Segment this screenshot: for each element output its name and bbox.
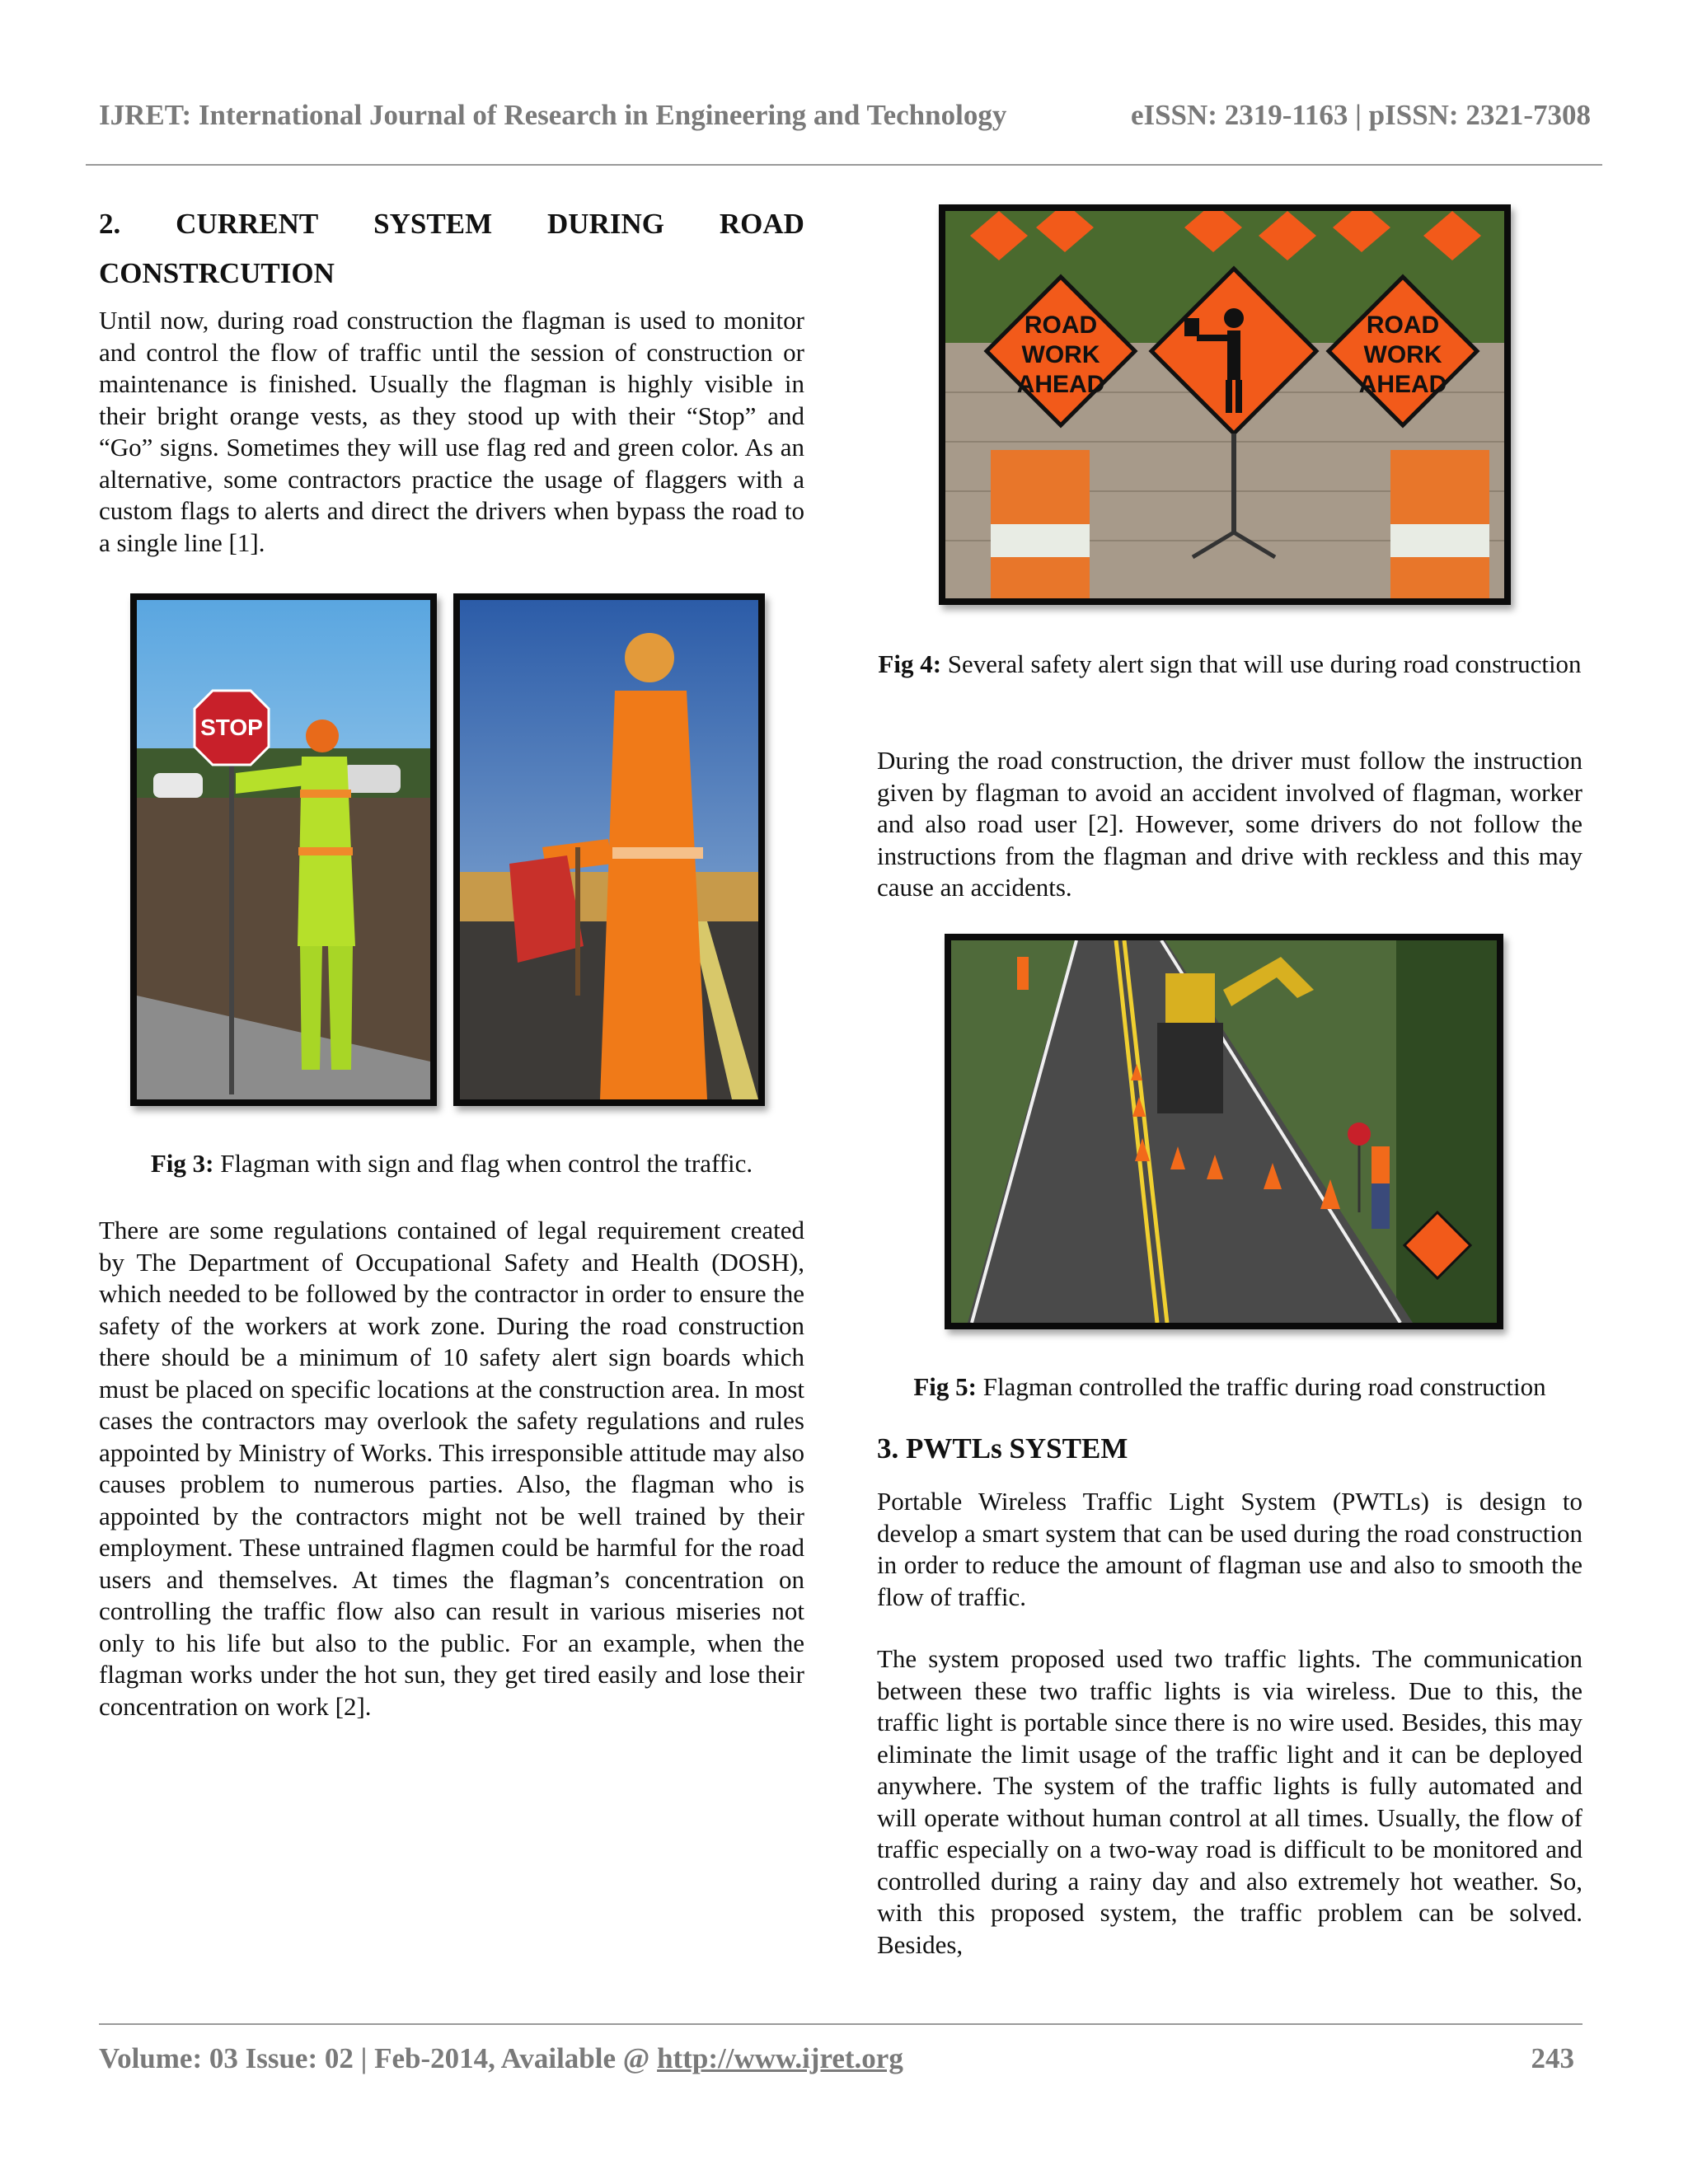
left-column <box>99 198 804 559</box>
stop-sign-text: STOP <box>200 715 263 740</box>
issn: eISSN: 2319-1163 | pISSN: 2321-7308 <box>1130 99 1591 131</box>
fig4-text: Several safety alert sign that will use during road construction <box>941 649 1582 678</box>
fig3-text: Flagman with sign and flag when control the traffic. <box>213 1149 753 1178</box>
section-3-paragraph-2: The system proposed used two traffic lights. The communication between these two traffic lights is via wireless. Due to this, the traffic light is portable since there is no wire used. Besides, this may eliminate the limit usage of the traffic light and it can be deployed anywhere. The system of the traffic lights is fully automated and will operate without human control at all times. Usually, the flow of traffic especially on a two-way road is difficult to be monitored and controlled during a rainy day and also extremely hot weather. So, with this proposed system, the traffic problem can be solved. Besides, <box>877 1644 1582 1959</box>
fig3-photo-stop-sign <box>130 593 437 1106</box>
sign-right-line2: WORK <box>1363 341 1442 368</box>
page-number: 243 <box>1531 2042 1574 2074</box>
fig4-caption <box>877 649 1582 681</box>
fig4-label: Fig 4: <box>878 649 942 678</box>
flagman-flag-illustration <box>460 600 758 1099</box>
sign-left-line2: WORK <box>1021 341 1100 368</box>
fig5-label: Fig 5: <box>913 1372 977 1401</box>
footer-volume-text: Volume: 03 Issue: 02 | Feb-2014, Available @ <box>99 2042 658 2074</box>
journal-title: IJRET: International Journal of Research in Engineering and Technology <box>99 99 1007 131</box>
footer-rule <box>99 2023 1582 2025</box>
section-2-heading <box>99 198 804 251</box>
heading-word: ROAD <box>719 208 804 240</box>
page-footer <box>99 2042 1574 2075</box>
sign-right-line3: AHEAD <box>1358 371 1447 398</box>
road-construction-illustration <box>951 940 1497 1323</box>
journal-url-link[interactable]: http://www.ijret.org <box>657 2042 903 2074</box>
section-2-paragraph-1: Until now, during road construction the flagman is used to monitor and control the flow of traffic until the session of construction or maintenance is finished. Usually the flagman is highly visible in their bright orange vests, as they stood up with their “Stop” and “Go” signs. Sometimes they will use flag red and green color. As an alternative, some contractors practice the usage of flaggers with a custom flags to alerts and direct the drivers when bypass the road to a single line [1]. <box>99 306 804 557</box>
fig3-caption <box>99 1148 804 1180</box>
fig5-caption <box>877 1371 1582 1404</box>
footer-volume <box>99 2042 903 2075</box>
heading-word: DURING <box>547 208 664 240</box>
heading-word: SYSTEM <box>373 208 493 240</box>
right-paragraph-1: During the road construction, the driver must follow the instruction given by flagman to avoid an accident involved of flagman, worker and also road user [2]. However, some drivers do not follow the instructions from the flagman and drive with reckless and this may cause an accidents. <box>877 746 1582 902</box>
sign-right-line1: ROAD <box>1366 312 1440 339</box>
fig5-photo-road <box>945 934 1503 1329</box>
flagman-stop-illustration <box>137 600 430 1099</box>
fig5-text: Flagman controlled the traffic during road construction <box>976 1372 1546 1401</box>
fig4-photo-signs <box>939 204 1511 605</box>
heading-word: CURRENT <box>176 208 319 240</box>
safety-signs-illustration <box>945 211 1504 598</box>
sign-left-line3: AHEAD <box>1016 371 1105 398</box>
fig3-label: Fig 3: <box>150 1149 214 1178</box>
heading-word: 2. <box>99 208 121 240</box>
page-header <box>99 99 1591 132</box>
sign-left-line1: ROAD <box>1024 312 1098 339</box>
section-3-paragraph-1: Portable Wireless Traffic Light System (PWTLs) is design to develop a smart system that can be used during the road construction in order to reduce the amount of flagman use and also to smooth the flow of traffic. <box>877 1487 1582 1611</box>
section-3-heading: 3. PWTLs SYSTEM <box>877 1432 1128 1465</box>
fig3-photo-flag <box>453 593 765 1106</box>
section-2-heading-line2: CONSTRCUTION <box>99 257 335 289</box>
section-2-paragraph-2: There are some regulations contained of legal requirement created by The Department of Occupational Safety and Health (DOSH), which needed to be followed by the contractor in order to ensure the safety of the workers at work zone. During the road construction there should be a minimum of 10 safety alert sign boards which must be placed on specific locations at the construction area. In most cases the contractors may overlook the safety regulations and rules appointed by Ministry of Works. This irresponsible attitude may also causes problem to numerous parties. Also, the flagman who is appointed by the contractors might not be well trained by their employment. These untrained flagmen could be harmful for the road users and themselves. At times the flagman’s concentration on controlling the traffic flow also can result in various miseries not only to his life but also to the public. For an example, when the flagman works under the hot sun, they get tired easily and lose their concentration on work [2]. <box>99 1216 804 1721</box>
header-rule <box>86 164 1602 166</box>
